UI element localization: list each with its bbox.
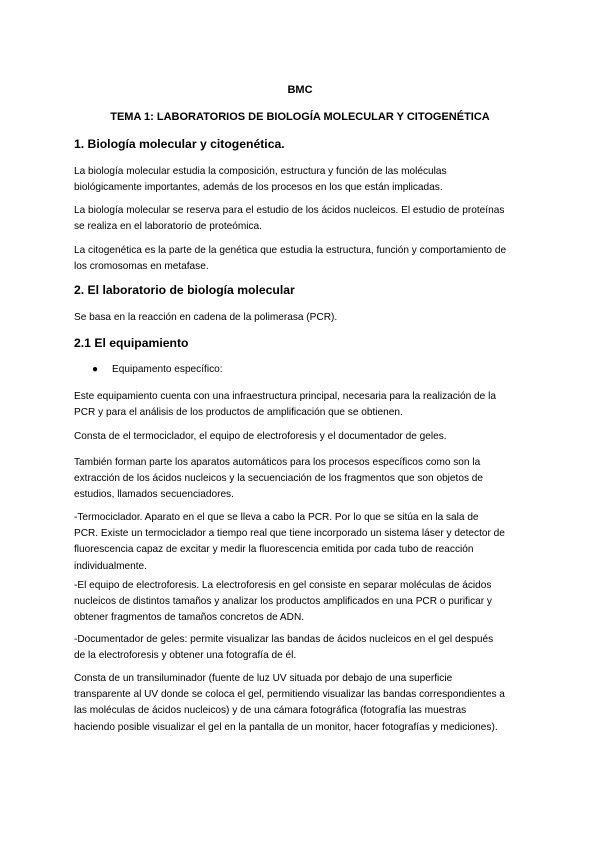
paragraph-line: La citogenética es la parte de la genética que estudia la estructura, función y comportamiento de [74,245,507,256]
paragraph-line: -Documentador de geles: permite visualizar las bandas de ácidos nucleicos en el gel después [74,634,494,645]
paragraph-line: biológicamente importantes, además de los procesos en los que están implicadas. [74,182,443,194]
paragraph-line: También forman parte los aparatos automáticos para los procesos específicos como son la [74,457,481,468]
paragraph-11 [74,671,529,736]
paragraph-line: haciendo posible visualizar el gel en la pantalla de un monitor, hacer fotografías y mediciones). [74,721,498,733]
paragraph-1 [74,164,529,196]
paragraph-9 [74,578,529,627]
document-header: BMC [287,84,313,96]
paragraph-line: -El equipo de electroforesis. La electroforesis en gel consiste en separar moléculas de ácidos [74,580,492,591]
paragraph-line: se realiza en el laboratorio de proteómica. [74,221,262,233]
paragraph-3 [74,243,529,275]
paragraph-line: los cromosomas en metafase. [74,261,209,273]
paragraph-line: -Termociclador. Aparato en el que se lleva a cabo la PCR. Por lo que se sitúa en la sala de [74,512,479,523]
bullet-icon: ● [92,364,99,375]
paragraph-line: las moléculas de ácidos nucleicos) y de una cámara fotográfica (fotografía las muestras [74,705,467,717]
paragraph-2 [74,203,529,235]
paragraph-line: PCR. Existe un termociclador a tiempo real que tiene incorporado un sistema láser y detector de [74,528,505,540]
paragraph-line: nucleicos de distintos tamaños y analizar los productos amplificados en una PCR o purificar y [74,596,492,608]
paragraph-line: individualmente. [74,560,147,572]
paragraph-line: La biología molecular se reserva para el estudio de los ácidos nucleicos. El estudio de proteínas [74,205,505,216]
paragraph-4: Se basa en la reacción en cadena de la polimerasa (PCR). [74,312,338,323]
main-title: TEMA 1: LABORATORIOS DE BIOLOGÍA MOLECULAR Y CITOGENÉTICA [110,111,490,123]
section-2-heading: 2. El laboratorio de biología molecular [74,283,295,297]
paragraph-10 [74,632,529,664]
paragraph-line: Consta de un transiluminador (fuente de luz UV situada por debajo de una superficie [74,673,453,684]
paragraph-7 [74,455,529,504]
paragraph-6: Consta de el termociclador, el equipo de electroforesis y el documentador de geles. [74,431,447,442]
paragraph-line: fluorescencia capaz de excitar y medir la fluorescencia emitida por cada tubo de reacción [74,544,474,556]
paragraph-line: de la electroforesis y obtener una fotografía de él. [74,650,297,662]
paragraph-line: obtener fragmentos de tamaños concretos de ADN. [74,612,305,624]
paragraph-line: PCR y para el análisis de los productos de amplificación que se obtienen. [74,407,403,419]
section-1-heading: 1. Biología molecular y citogenética. [74,137,285,151]
paragraph-8 [74,510,529,575]
paragraph-line: transparente al UV donde se coloca el gel, permitiendo visualizar las bandas correspondientes a [74,689,505,701]
section-2-1-heading: 2.1 El equipamiento [74,336,189,350]
paragraph-line: extracción de los ácidos nucleicos y la secuenciación de los fragmentos que son objetos de [74,473,484,485]
paragraph-line: Este equipamiento cuenta con una infraestructura principal, necesaria para la realización de la [74,391,496,402]
bullet-item: Equipamento específico: [112,364,223,375]
paragraph-5 [74,389,529,421]
paragraph-line: estudios, llamados secuenciadores. [74,489,234,501]
paragraph-line: La biología molecular estudia la composición, estructura y función de las moléculas [74,166,447,177]
